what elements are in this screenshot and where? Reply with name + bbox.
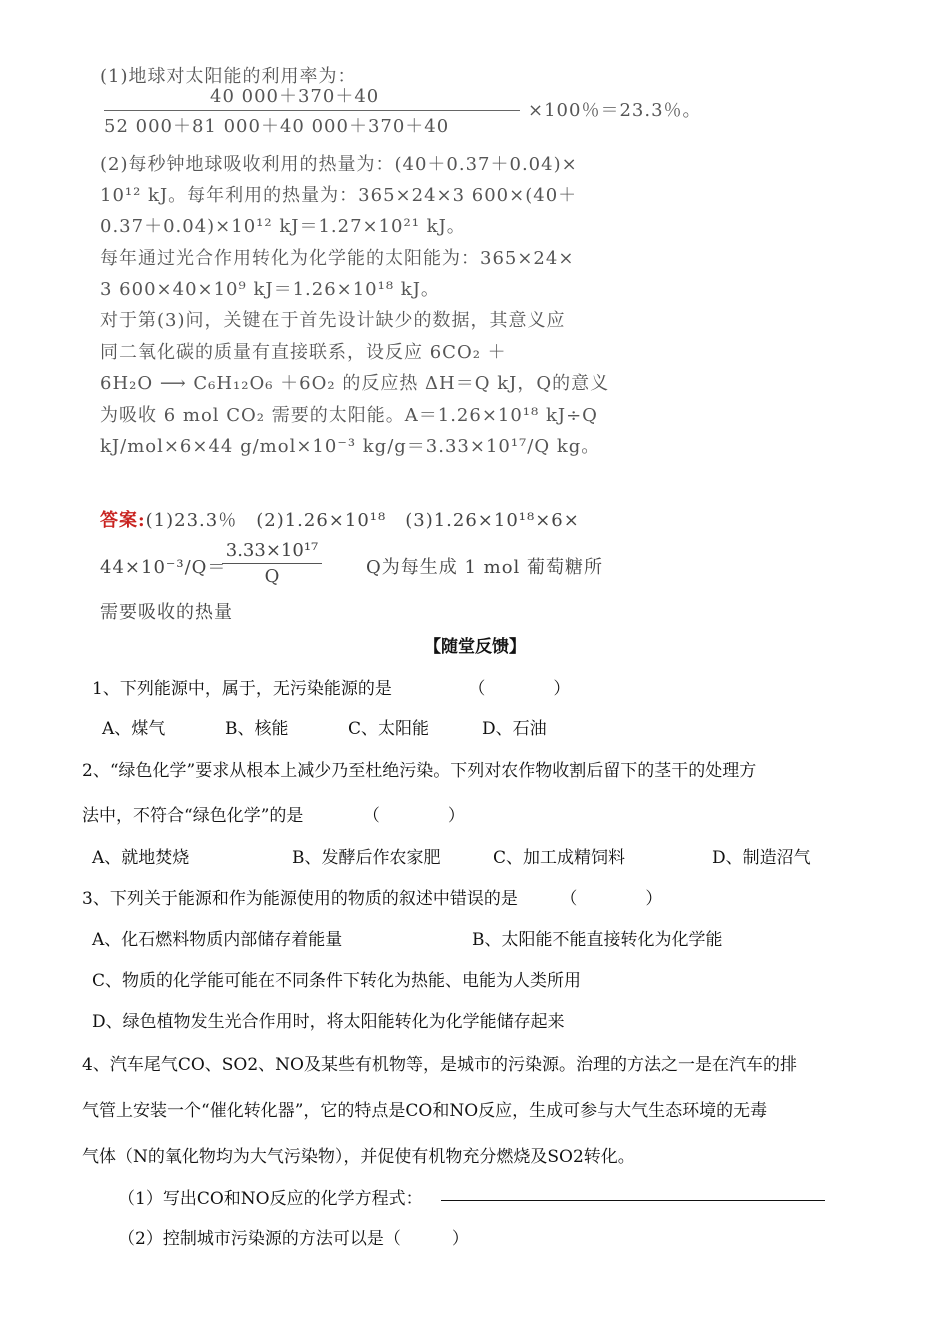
q3-option-d: D、绿色植物发生光合作用时，将太阳能转化为化学能储存起来 <box>92 1012 565 1032</box>
question-4-line-3: 气体（N的氧化物均为大气污染物），并促使有机物充分燃烧及SO2转化。 <box>82 1147 635 1167</box>
q4-sub-question-1: （1）写出CO和NO反应的化学方程式： <box>118 1189 423 1209</box>
fraction-result: ×100％＝23.3％。 <box>528 100 702 121</box>
q1-option-b: B、核能 <box>225 719 289 739</box>
solution-line-4: 10¹² kJ。每年利用的热量为：365×24×3 600×(40＋ <box>100 185 578 206</box>
question-3: 3、下列关于能源和作为能源使用的物质的叙述中错误的是 （ ） <box>82 889 663 909</box>
question-4-line-2: 气管上安装一个“催化转化器”，它的特点是CO和NO反应，生成可参与大气生态环境的无毒 <box>82 1101 768 1121</box>
fraction-numerator: 40 000＋370＋40 <box>210 86 380 107</box>
question-2-line-2: 法中，不符合“绿色化学”的是 （ ） <box>82 806 465 826</box>
solution-line-5: 0.37＋0.04)×10¹² kJ＝1.27×10²¹ kJ。 <box>100 216 466 237</box>
section-title: 【随堂反馈】 <box>424 637 526 657</box>
question-1: 1、下列能源中，属于，无污染能源的是 （ ） <box>92 679 571 699</box>
fraction-denominator: 52 000＋81 000＋40 000＋370＋40 <box>104 116 450 137</box>
q2-option-c: C、加工成精饲料 <box>493 848 626 868</box>
q3-option-a: A、化石燃料物质内部储存着能量 <box>92 930 343 950</box>
q2-option-d: D、制造沼气 <box>712 848 811 868</box>
answer-fraction-denominator: Q <box>264 566 280 587</box>
q4-sub-question-2: （2）控制城市污染源的方法可以是（ ） <box>118 1229 469 1249</box>
answer-line-2-pre: 44×10⁻³/Q＝ <box>100 557 227 578</box>
answer-line-2-post: Q为每生成 1 mol 葡萄糖所 <box>366 557 604 578</box>
answer-blank-line[interactable] <box>441 1200 825 1201</box>
solution-line-10: 6H₂O ⟶ C₆H₁₂O₆ ＋6O₂ 的反应热 ΔH＝Q kJ，Q的意义 <box>100 373 610 394</box>
answer-fraction-numerator: 3.33×10¹⁷ <box>225 540 319 561</box>
solution-line-8: 对于第(3)问，关键在于首先设计缺少的数据，其意义应 <box>100 310 566 331</box>
q1-option-c: C、太阳能 <box>348 719 430 739</box>
q1-option-a: A、煤气 <box>102 719 166 739</box>
answer-fraction <box>222 540 322 587</box>
q3-option-b: B、太阳能不能直接转化为化学能 <box>472 930 723 950</box>
answer-line-1 <box>100 506 580 532</box>
question-2-line-1: 2、“绿色化学”要求从根本上减少乃至杜绝污染。下列对农作物收割后留下的茎干的处理方 <box>82 761 757 781</box>
answer-label: 答案: <box>100 510 146 531</box>
answer-fraction-bar <box>222 563 322 564</box>
q3-option-c: C、物质的化学能可能在不同条件下转化为热能、电能为人类所用 <box>92 971 582 991</box>
solution-line-6: 每年通过光合作用转化为化学能的太阳能为：365×24× <box>100 248 575 269</box>
question-4-line-1: 4、汽车尾气CO、SO2、NO及某些有机物等，是城市的污染源。治理的方法之一是在汽车的排 <box>82 1055 797 1075</box>
solution-line-9: 同二氧化碳的质量有直接联系，设反应 6CO₂ ＋ <box>100 342 507 363</box>
scanned-solution <box>100 62 800 472</box>
answer-line-3: 需要吸收的热量 <box>100 602 233 623</box>
q2-option-a: A、就地焚烧 <box>92 848 190 868</box>
answer-text-1: (1)23.3％ (2)1.26×10¹⁸ (3)1.26×10¹⁸×6× <box>145 510 580 531</box>
fraction-bar <box>104 110 520 111</box>
solution-line-7: 3 600×40×10⁹ kJ＝1.26×10¹⁸ kJ。 <box>100 279 440 300</box>
solution-line-3: (2)每秒钟地球吸收利用的热量为：(40＋0.37＋0.04)× <box>100 154 578 175</box>
solution-line-12: kJ/mol×6×44 g/mol×10⁻³ kg/g＝3.33×10¹⁷/Q kg。 <box>100 436 601 457</box>
solution-line-11: 为吸收 6 mol CO₂ 需要的太阳能。A＝1.26×10¹⁸ kJ÷Q <box>100 405 598 426</box>
solution-line-1: (1)地球对太阳能的利用率为： <box>100 66 357 87</box>
q2-option-b: B、发酵后作农家肥 <box>292 848 441 868</box>
q1-option-d: D、石油 <box>482 719 547 739</box>
